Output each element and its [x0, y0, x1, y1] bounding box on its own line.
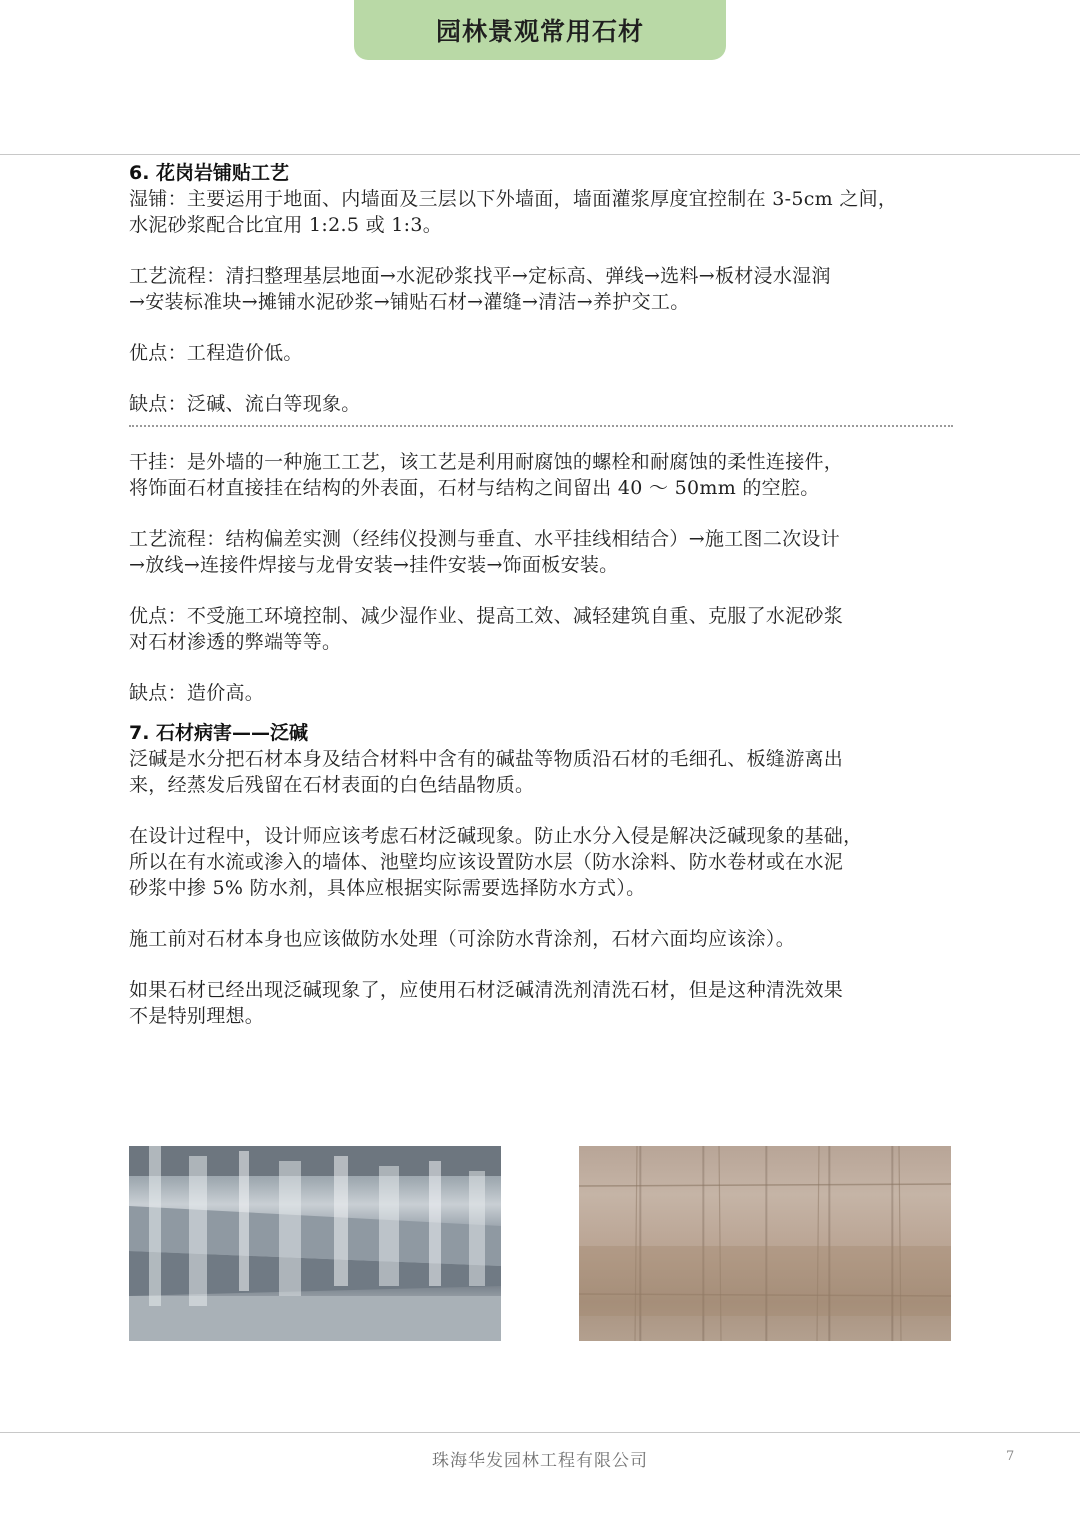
efflorescence-p2-line-1: 在设计过程中，设计师应该考虑石材泛碱现象。防止水分入侵是解决泛碱现象的基础， [129, 825, 863, 847]
footer-divider [0, 1432, 1080, 1433]
document-title: 园林景观常用石材 [435, 17, 644, 46]
efflorescence-streak [334, 1156, 348, 1286]
main-content [129, 160, 955, 1029]
efflorescence-streak [279, 1161, 301, 1296]
section-7-heading: 7. 石材病害——泛碱 [129, 722, 309, 744]
granite-stain-photo [579, 1146, 951, 1341]
dry-desc-line-1: 干挂：是外墙的一种施工工艺，该工艺是利用耐腐蚀的螺栓和耐腐蚀的柔性连接件， [129, 451, 844, 473]
page-number: 7 [1006, 1449, 1015, 1464]
dry-process-line-2: →放线→连接件焊接与龙骨安装→挂件安装→饰面板安装。 [129, 554, 619, 576]
wall-lower-band [129, 1296, 501, 1341]
efflorescence-streak [379, 1166, 399, 1286]
wet-process-line-1: 工艺流程：清扫整理基层地面→水泥砂浆找平→定标高、弹线→选料→板材浸水湿润 [129, 265, 831, 287]
efflorescence-streak [149, 1146, 161, 1306]
efflorescence-p2-line-3: 砂浆中掺 5% 防水剂，具体应根据实际需要选择防水方式）。 [129, 877, 646, 899]
wet-desc-line-1: 湿铺：主要运用于地面、内墙面及三层以下外墙面，墙面灌浆厚度宜控制在 3-5cm 之间， [129, 188, 898, 210]
efflorescence-wall-photo [129, 1146, 501, 1341]
dry-pros-line-2: 对石材渗透的弊端等等。 [129, 631, 342, 653]
efflorescence-p2-line-2: 所以在有水流或渗入的墙体、池壁均应该设置防水层（防水涂料、防水卷材或在水泥 [129, 851, 844, 873]
wet-pros: 优点：工程造价低。 [129, 342, 303, 364]
dotted-divider [129, 425, 953, 427]
dry-pros-line-1: 优点：不受施工环境控制、减少湿作业、提高工效、减轻建筑自重、克服了水泥砂浆 [129, 605, 844, 627]
dry-process-line-1: 工艺流程：结构偏差实测（经纬仪投测与垂直、水平挂线相结合）→施工图二次设计 [129, 528, 841, 550]
header-divider [0, 154, 1080, 155]
wet-desc-line-2: 水泥砂浆配合比宜用 1:2.5 或 1:3。 [129, 214, 443, 236]
efflorescence-p4-line-1: 如果石材已经出现泛碱现象了，应使用石材泛碱清洗剂清洗石材，但是这种清洗效果 [129, 979, 844, 1001]
efflorescence-p4-line-2: 不是特别理想。 [129, 1005, 265, 1027]
wall-stone-illustration [129, 1146, 501, 1341]
efflorescence-streak [469, 1171, 485, 1286]
granite-texture-illustration [579, 1146, 951, 1341]
efflorescence-p1-line-1: 泛碱是水分把石材本身及结合材料中含有的碱盐等物质沿石材的毛细孔、板缝游离出 [129, 748, 844, 770]
granite-joint [579, 1184, 951, 1186]
dry-desc-line-2: 将饰面石材直接挂在结构的外表面，石材与结构之间留出 40 ～ 50mm 的空腔。 [129, 477, 820, 499]
wet-cons: 缺点：泛碱、流白等现象。 [129, 393, 361, 415]
header-tab [354, 0, 726, 60]
section-6-heading: 6. 花岗岩铺贴工艺 [129, 162, 290, 184]
stain-band [579, 1246, 951, 1316]
company-name: 珠海华发园林工程有限公司 [432, 1451, 648, 1471]
efflorescence-streak [189, 1156, 207, 1306]
efflorescence-streak [239, 1151, 249, 1291]
wall-top-band [129, 1146, 501, 1176]
efflorescence-streak [429, 1161, 441, 1286]
wet-process-line-2: →安装标准块→摊铺水泥砂浆→铺贴石材→灌缝→清洁→养护交工。 [129, 291, 690, 313]
efflorescence-p3: 施工前对石材本身也应该做防水处理（可涂防水背涂剂，石材六面均应该涂）。 [129, 928, 796, 950]
efflorescence-p1-line-2: 来，经蒸发后残留在石材表面的白色结晶物质。 [129, 774, 535, 796]
dry-cons: 缺点：造价高。 [129, 682, 265, 704]
